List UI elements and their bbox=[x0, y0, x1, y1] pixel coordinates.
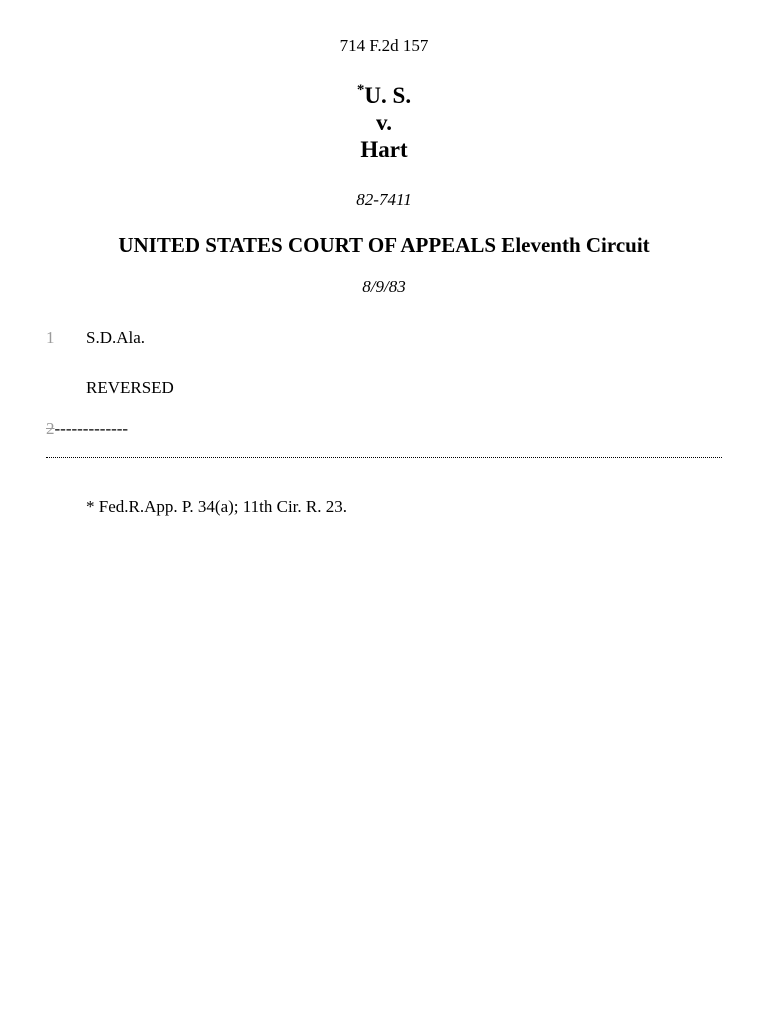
versus-label: v. bbox=[376, 110, 392, 135]
disposition-text: REVERSED bbox=[86, 378, 174, 397]
party-two: Hart bbox=[360, 137, 408, 162]
party-one: U. S. bbox=[364, 83, 412, 108]
paragraph-text: S.D.Ala. bbox=[86, 328, 146, 347]
decision-date: 8/9/83 bbox=[362, 277, 406, 296]
footnote-dashes: ------------- bbox=[54, 419, 129, 438]
footnote-marker bbox=[46, 419, 128, 439]
footnote-text: * Fed.R.App. P. 34(a); 11th Cir. R. 23. bbox=[86, 497, 347, 516]
case-title-line-1 bbox=[0, 82, 768, 109]
footnote-divider bbox=[46, 457, 722, 458]
case-title bbox=[0, 82, 768, 163]
footnote-number: 2 bbox=[46, 419, 55, 438]
case-citation: 714 F.2d 157 bbox=[339, 36, 429, 55]
court-name: UNITED STATES COURT OF APPEALS Eleventh Circuit bbox=[118, 233, 650, 257]
footnote-asterisk[interactable]: * bbox=[356, 82, 365, 98]
paragraph-number: 1 bbox=[46, 328, 55, 347]
docket-number: 82-7411 bbox=[356, 190, 412, 209]
